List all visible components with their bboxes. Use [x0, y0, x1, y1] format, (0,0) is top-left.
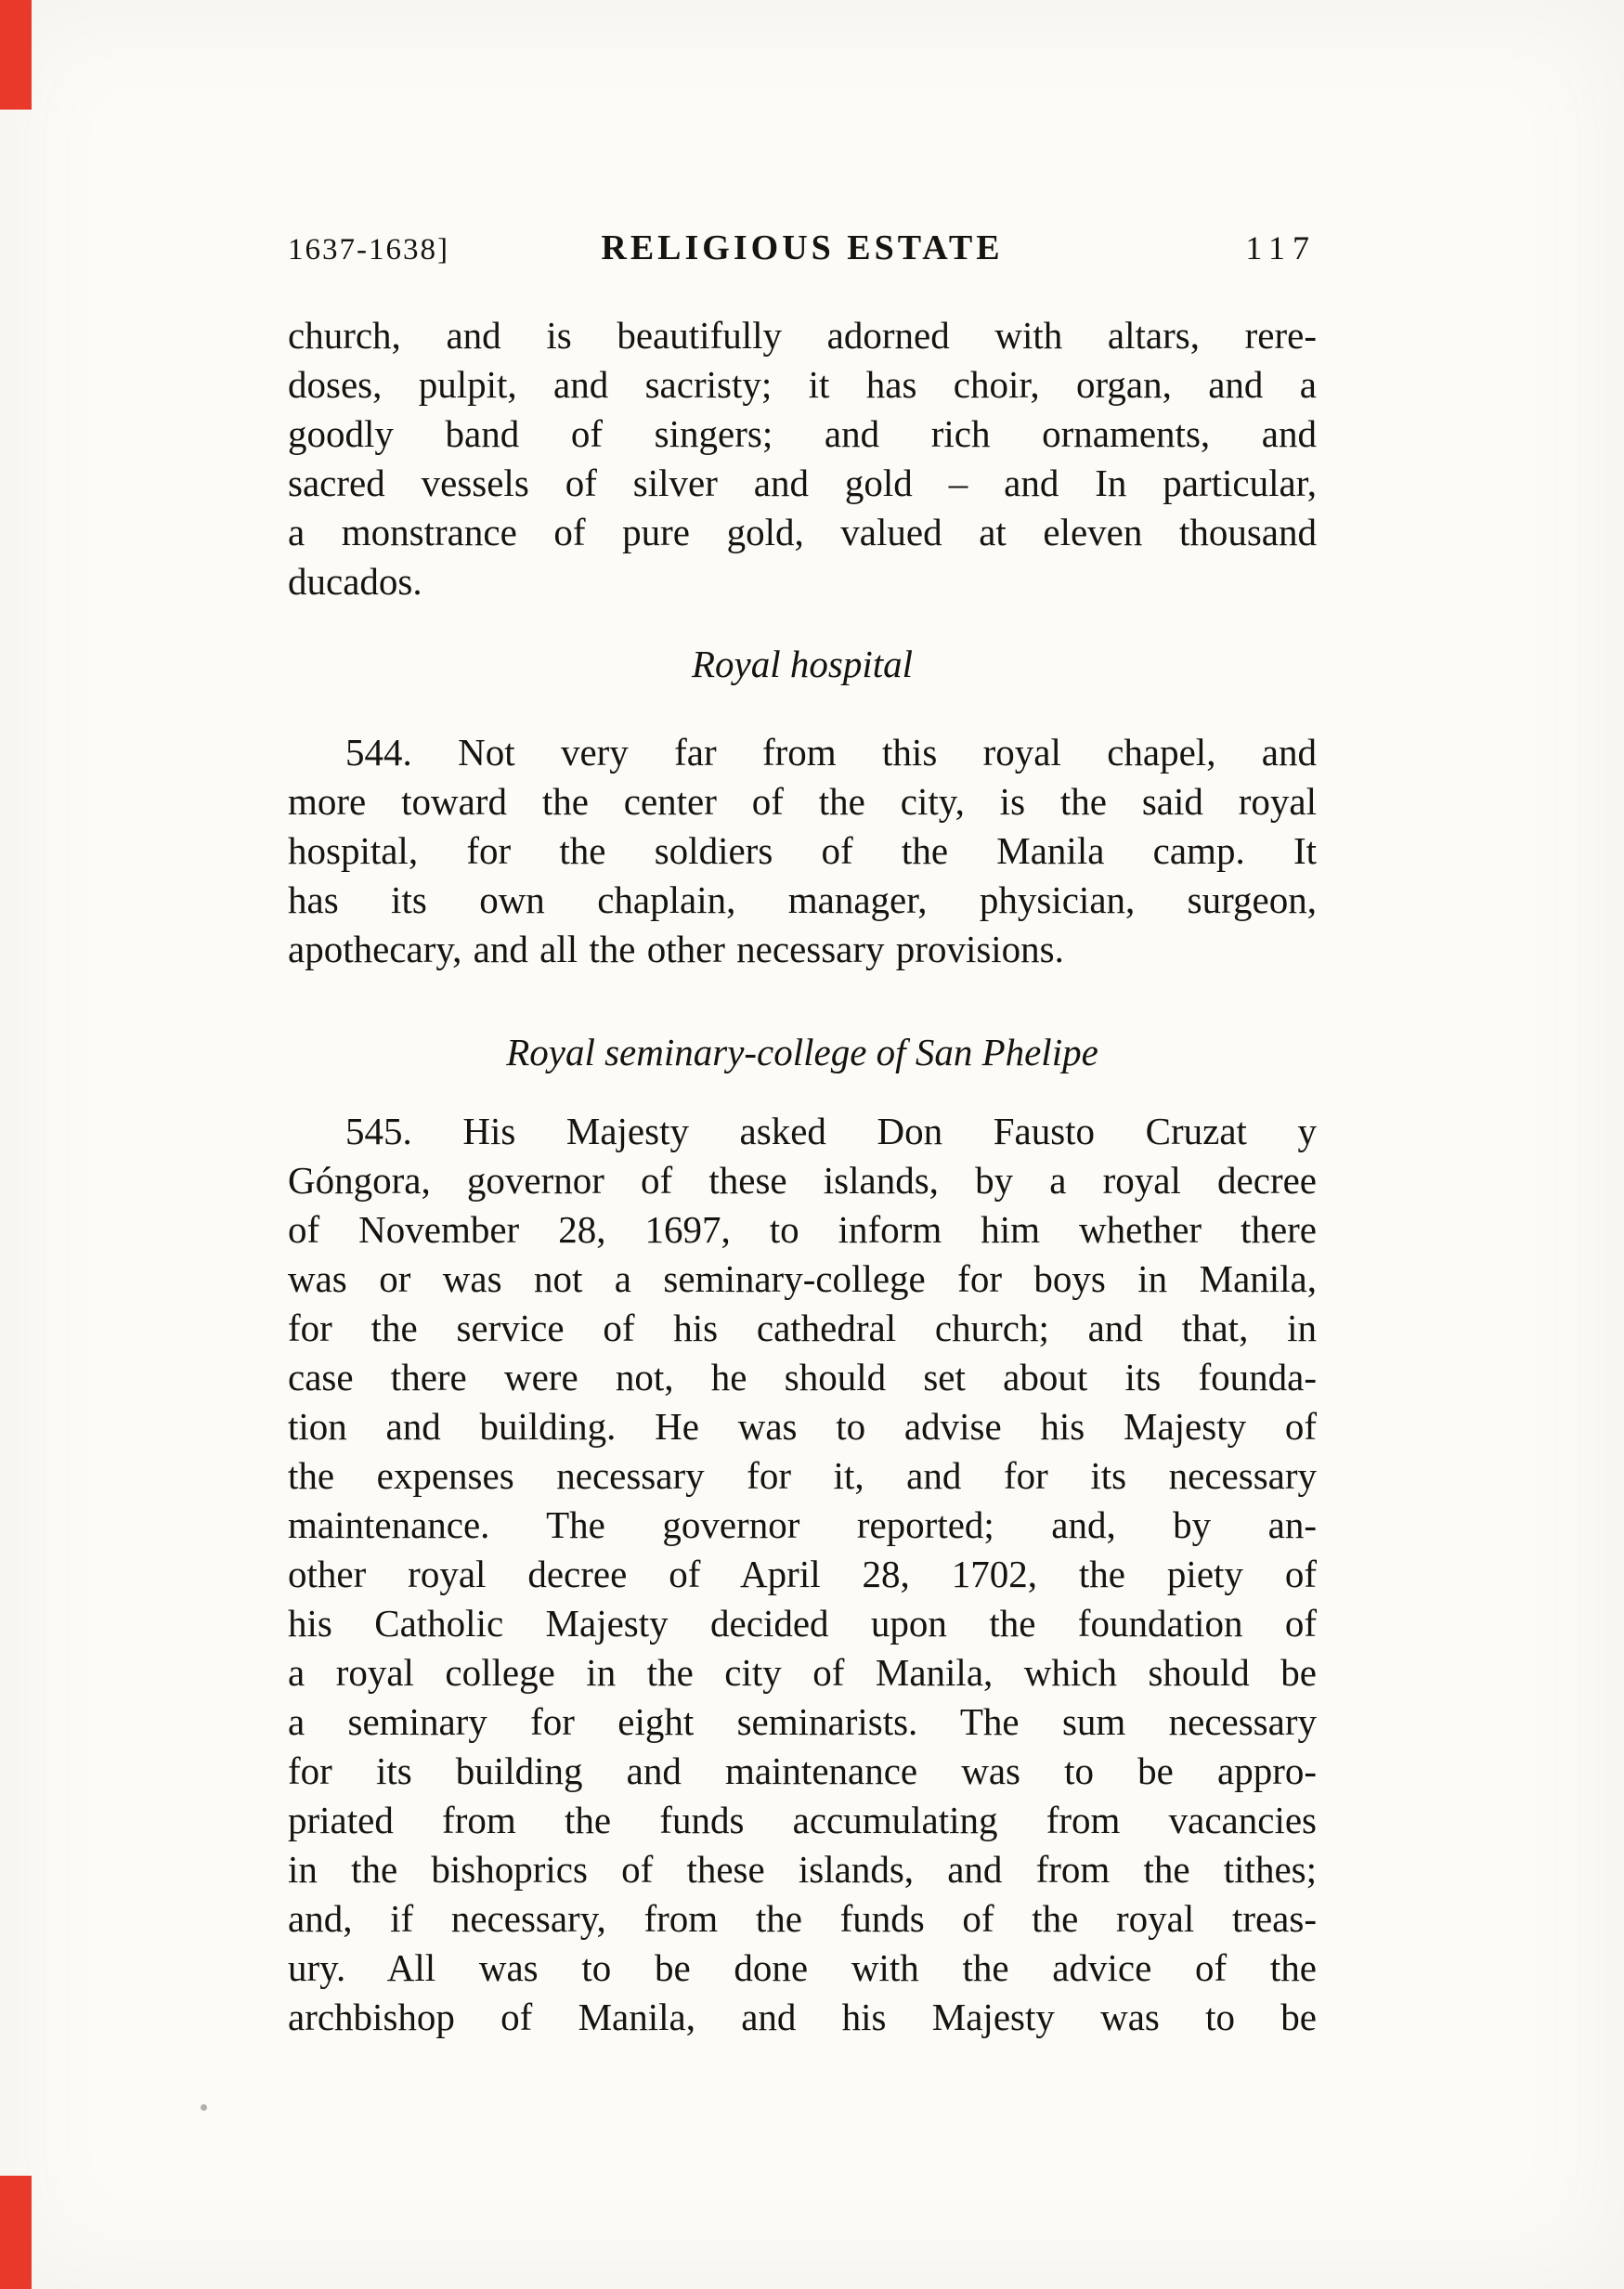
text-line: of November 28, 1697, to inform him whether there [288, 1208, 1317, 1251]
scan-artifact-top-left [0, 0, 32, 110]
text-line: Góngora, governor of these islands, by a royal decree [288, 1159, 1317, 1202]
text-line: case there were not, he should set about its founda- [288, 1356, 1317, 1398]
header-running-title: RELIGIOUS ESTATE [601, 228, 1004, 267]
section-heading-royal-hospital: Royal hospital [691, 643, 913, 685]
text-line: doses, pulpit, and sacristy; it has choir, organ, and a [288, 363, 1317, 406]
text-line: sacred vessels of silver and gold – and In particular, [288, 462, 1317, 504]
text-line: has its own chaplain, manager, physician, surgeon, [288, 878, 1317, 921]
section-heading-seminary-college: Royal seminary-college of San Phelipe [506, 1031, 1098, 1073]
paragraph-544-royal-hospital [288, 728, 1317, 974]
paragraph-church-description [288, 311, 1317, 606]
text-line: a royal college in the city of Manila, which should be [288, 1651, 1317, 1694]
text-line: for the service of his cathedral church; and that, in [288, 1307, 1317, 1349]
page-number: 117 [1245, 229, 1317, 267]
text-line: 544. Not very far from this royal chapel, and [345, 731, 1317, 774]
scan-speck [201, 2104, 207, 2111]
text-line: priated from the funds accumulating from vacancies [288, 1799, 1317, 1841]
text-line: in the bishoprics of these islands, and from the tithes; [288, 1848, 1317, 1891]
text-line: was or was not a seminary-college for boys in Manila, [288, 1257, 1317, 1300]
text-line: a seminary for eight seminarists. The sum necessary [288, 1700, 1317, 1743]
page-header [288, 228, 1317, 272]
text-line: other royal decree of April 28, 1702, the piety of [288, 1553, 1317, 1595]
text-line: a monstrance of pure gold, valued at eleven thousand [288, 511, 1317, 553]
text-line: 545. His Majesty asked Don Fausto Cruzat y [345, 1110, 1317, 1152]
scan-artifact-bottom-left [0, 2176, 32, 2289]
text-line: tion and building. He was to advise his Majesty of [288, 1405, 1317, 1448]
text-line: ury. All was to be done with the advice of the [288, 1946, 1317, 1989]
text-line: the expenses necessary for it, and for its necessary [288, 1454, 1317, 1497]
text-line: archbishop of Manila, and his Majesty was to be [288, 1996, 1317, 2038]
text-line: for its building and maintenance was to be appro- [288, 1749, 1317, 1792]
text-line: maintenance. The governor reported; and, by an- [288, 1503, 1317, 1546]
text-line: more toward the center of the city, is the said royal [288, 780, 1317, 823]
paragraph-545-seminary-college [288, 1107, 1317, 2042]
page-content [288, 228, 1317, 2042]
header-date-range: 1637-1638] [288, 233, 449, 267]
text-line: hospital, for the soldiers of the Manila camp. It [288, 829, 1317, 872]
text-line: goodly band of singers; and rich ornaments, and [288, 412, 1317, 455]
text-line: church, and is beautifully adorned with altars, rere- [288, 314, 1317, 357]
text-line: and, if necessary, from the funds of the royal treas- [288, 1897, 1317, 1940]
text-line: ducados. [288, 560, 422, 603]
text-line: apothecary, and all the other necessary provisions. [288, 928, 1064, 970]
text-line: his Catholic Majesty decided upon the foundation of [288, 1602, 1317, 1645]
